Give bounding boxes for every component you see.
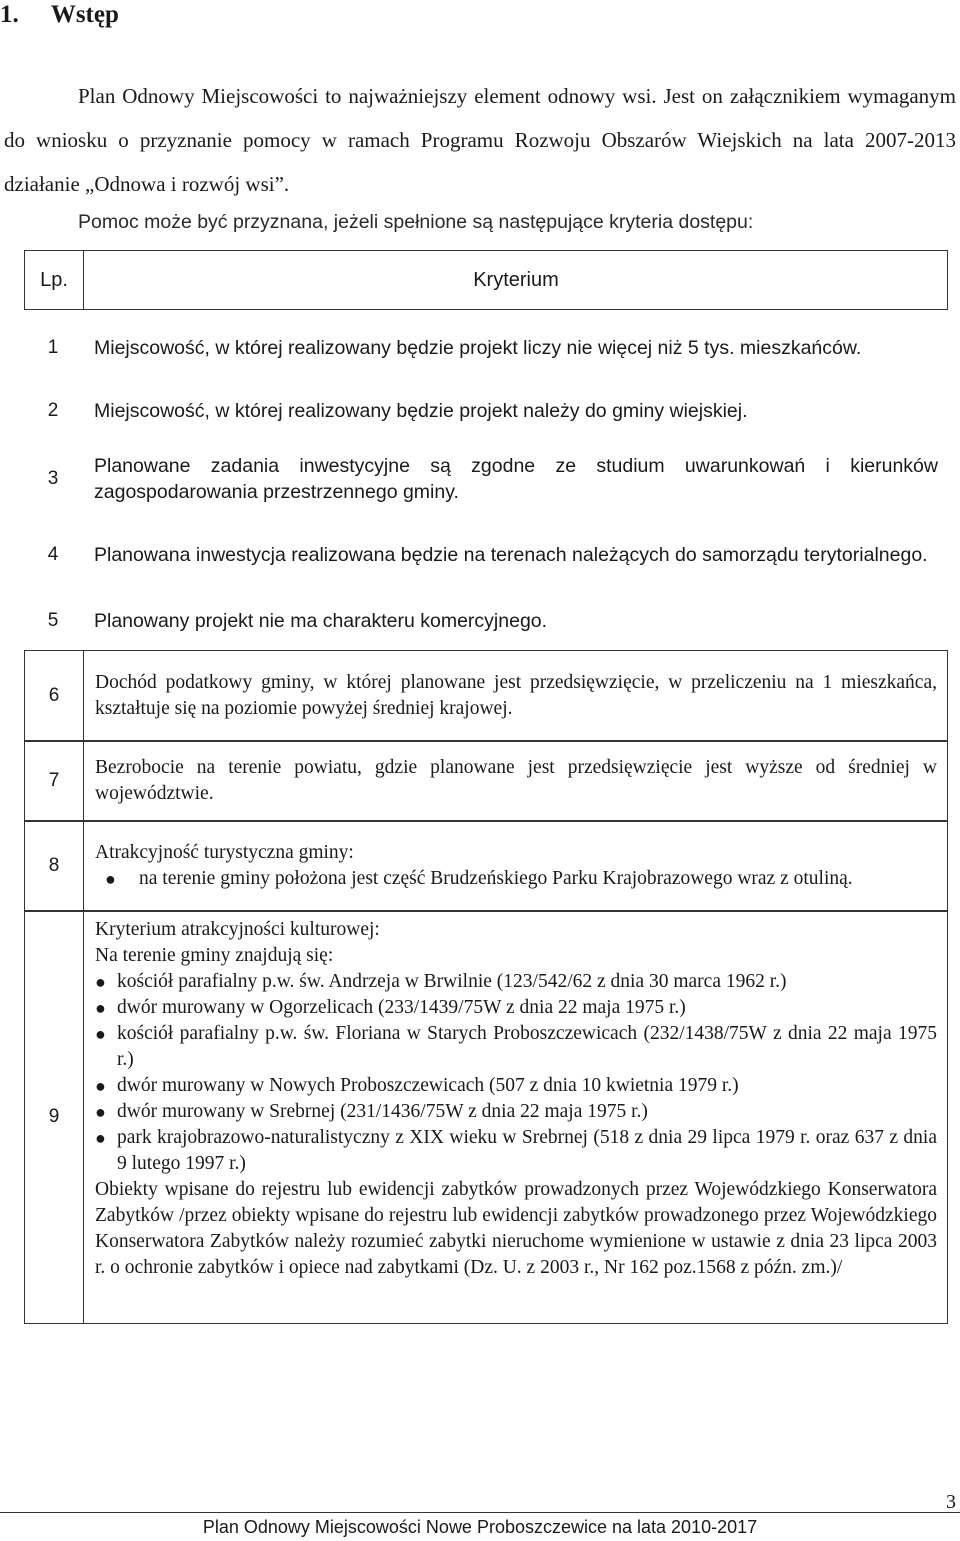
row-title: Atrakcyjność turystyczna gminy: (95, 842, 354, 863)
table-row (24, 740, 948, 822)
section-heading (0, 0, 119, 30)
list-item (95, 1099, 937, 1125)
row-note: Obiekty wpisane do rejestru lub ewidencji zabytków prowadzonych przez Wojewódzkiego Konserwatora Zabytków /przez obiekty wpisane do rejestru lub ewidencji zabytków prowadzonego przez Wojewódzkiego Konserwatora Zabytków należy rozumieć zabytki nieruchome wymienione w ustawie z dnia 23 lipca 2003 r. o ochronie zabytków i opiece nad zabytkami (Dz. U. z 2003 r., Nr 162 poz.1568 z późn. zm.)/ (95, 1179, 937, 1278)
list-item (95, 1073, 937, 1099)
table-row (24, 820, 948, 912)
table-row (24, 322, 948, 374)
row-number: 6 (48, 685, 60, 706)
table-row (24, 386, 948, 436)
page-footer: Plan Odnowy Miejscowości Nowe Proboszczewice na lata 2010-2017 (202, 1517, 758, 1537)
table-row (24, 910, 948, 1324)
bullet-text: kościół parafialny p.w. św. Floriana w Starych Proboszczewicach (232/1438/75W z dnia 22 maja 1975 r.) (117, 1023, 937, 1070)
bullet-text: na terenie gminy położona jest część Brudzeńskiego Parku Krajobrazowego wraz z otuliną. (139, 868, 853, 889)
bullet-icon: ● (95, 972, 106, 992)
header-lp: Lp. (40, 268, 68, 291)
list-item (95, 866, 937, 892)
row-subtitle: Na terenie gminy znajdują się: (95, 945, 334, 966)
header-kryterium: Kryterium (473, 269, 559, 291)
table-row (24, 598, 948, 644)
row-text: Miejscowość, w której realizowany będzie projekt liczy nie więcej niż 5 tys. mieszkańców. (94, 337, 862, 359)
bullet-text: kościół parafialny p.w. św. Andrzeja w Brwilnie (123/542/62 z dnia 30 marca 1962 r.) (117, 971, 787, 992)
row-title: Kryterium atrakcyjności kulturowej: (95, 919, 380, 940)
row-number: 2 (47, 400, 59, 421)
list-item (95, 1021, 937, 1073)
intro-paragraph: Plan Odnowy Miejscowości to najważniejszy element odnowy wsi. Jest on załącznikiem wymaganym do wniosku o przyznanie pomocy w ramach Programu Rozwoju Obszarów Wiejskich na lata 2007-2013 działanie „Odnowa i rozwój wsi”. (4, 84, 956, 196)
footer-divider (0, 1512, 960, 1513)
row-number: 7 (48, 770, 60, 791)
row-number: 5 (47, 610, 59, 631)
bullet-icon: ● (105, 869, 116, 889)
section-title: Wstęp (50, 1, 119, 28)
page-number: 3 (946, 1491, 956, 1513)
bullet-text: dwór murowany w Ogorzelicach (233/1439/75W z dnia 22 maja 1975 r.) (117, 997, 686, 1018)
bullet-icon: ● (95, 1076, 106, 1096)
list-item (95, 969, 937, 995)
bullet-icon: ● (95, 998, 106, 1018)
row-number: 3 (47, 468, 59, 489)
row-number: 9 (48, 1106, 60, 1127)
row-text: Planowana inwestycja realizowana będzie na terenach należących do samorządu terytorialnego. (94, 544, 928, 566)
section-number: 1. (0, 1, 19, 28)
bullet-text: park krajobrazowo-naturalistyczny z XIX wieku w Srebrnej (518 z dnia 29 lipca 1979 r. oraz 637 z dnia 9 lutego 1997 r.) (117, 1127, 937, 1174)
table-header-row (24, 250, 948, 310)
bullet-text: dwór murowany w Srebrnej (231/1436/75W z dnia 22 maja 1975 r.) (117, 1101, 648, 1122)
table-row (24, 650, 948, 742)
row-number: 4 (47, 544, 59, 565)
table-row (24, 524, 948, 586)
list-item (95, 1125, 937, 1177)
list-item (95, 995, 937, 1021)
row-number: 8 (48, 855, 60, 876)
row-text: Planowane zadania inwestycyjne są zgodne ze studium uwarunkowań i kierunków zagospodarowania przestrzennego gminy. (94, 455, 938, 503)
row-text: Dochód podatkowy gminy, w której planowane jest przedsięwzięcie, w przeliczeniu na 1 mieszkańca, kształtuje się na poziomie powyżej średniej krajowej. (95, 672, 937, 719)
bullet-icon: ● (95, 1024, 106, 1044)
bullet-icon: ● (95, 1128, 106, 1148)
row-number: 1 (47, 337, 59, 358)
bullet-icon: ● (95, 1102, 106, 1122)
row-text: Miejscowość, w której realizowany będzie projekt należy do gminy wiejskiej. (94, 400, 748, 422)
bullet-text: dwór murowany w Nowych Proboszczewicach (507 z dnia 10 kwietnia 1979 r.) (117, 1075, 739, 1096)
row-text: Planowany projekt nie ma charakteru komercyjnego. (94, 610, 548, 632)
row-text: Bezrobocie na terenie powiatu, gdzie planowane jest przedsięwzięcie jest wyższe od średniej w województwie. (95, 757, 937, 804)
criteria-intro: Pomoc może być przyznana, jeżeli spełnione są następujące kryteria dostępu: (78, 211, 754, 233)
table-row (24, 448, 948, 510)
